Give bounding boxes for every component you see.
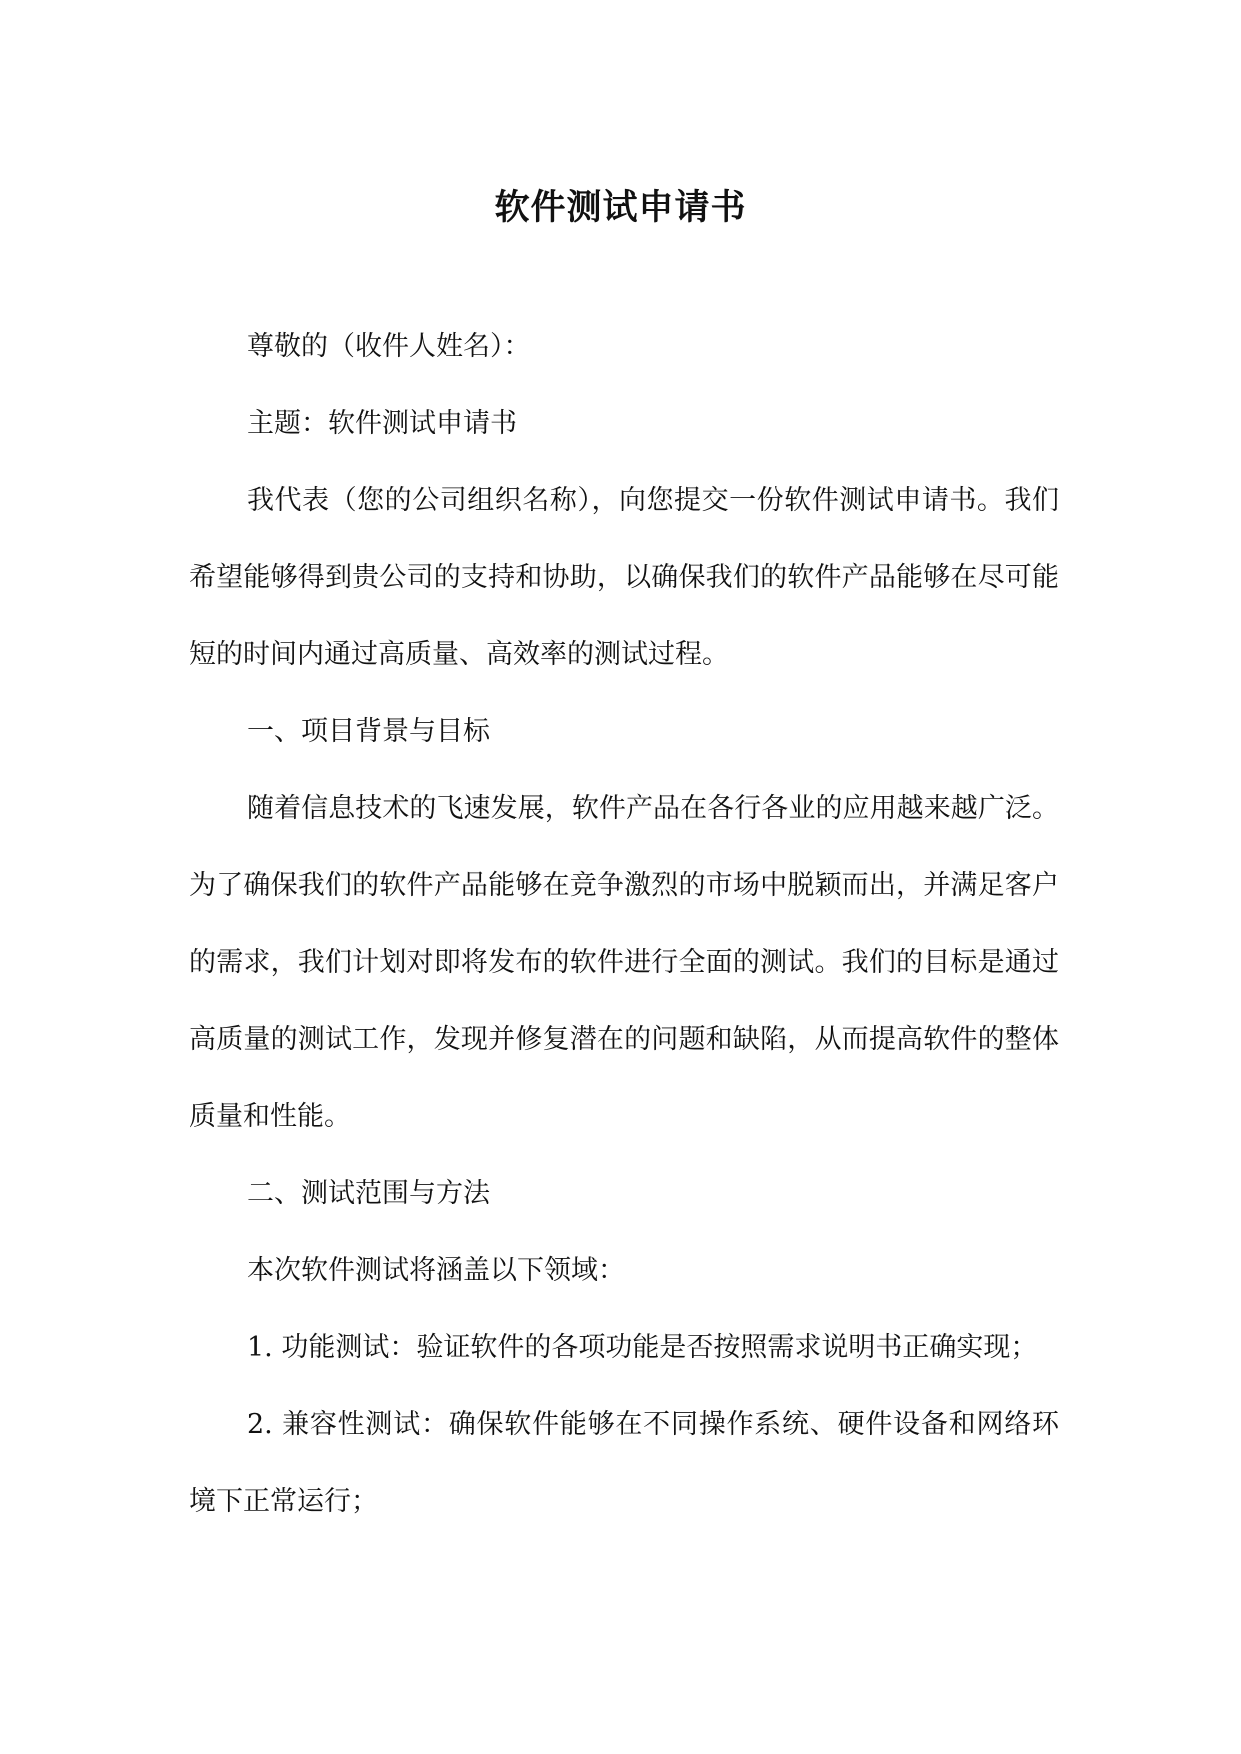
- scope-intro: 本次软件测试将涵盖以下领域：: [247, 1255, 625, 1286]
- background-paragraph: 随着信息技术的飞速发展，软件产品在各行各业的应用越来越广泛。为了确保我们的软件产品能够在竞争激烈的市场中脱颖而出，并满足客户的需求，我们计划对即将发布的软件进行全面的测试。我们的目标是通过高质量的测试工作，发现并修复潜在的问题和缺陷，从而提高软件的整体质量和性能。: [189, 793, 1059, 1132]
- document-body: [189, 308, 1059, 1540]
- salutation: 尊敬的（收件人姓名）：: [247, 331, 531, 362]
- list-item: 2. 兼容性测试：确保软件能够在不同操作系统、硬件设备和网络环境下正常运行；: [189, 1409, 1059, 1517]
- document-title: 软件测试申请书: [494, 187, 747, 228]
- section-heading-background: 一、项目背景与目标: [247, 716, 490, 747]
- list-item: 1. 功能测试：验证软件的各项功能是否按照需求说明书正确实现；: [247, 1332, 1038, 1363]
- intro-paragraph: 我代表（您的公司组织名称），向您提交一份软件测试申请书。我们希望能够得到贵公司的支持和协助，以确保我们的软件产品能够在尽可能短的时间内通过高质量、高效率的测试过程。: [189, 485, 1059, 670]
- subject-line: 主题：软件测试申请书: [247, 408, 517, 439]
- section-heading-scope: 二、测试范围与方法: [247, 1178, 490, 1209]
